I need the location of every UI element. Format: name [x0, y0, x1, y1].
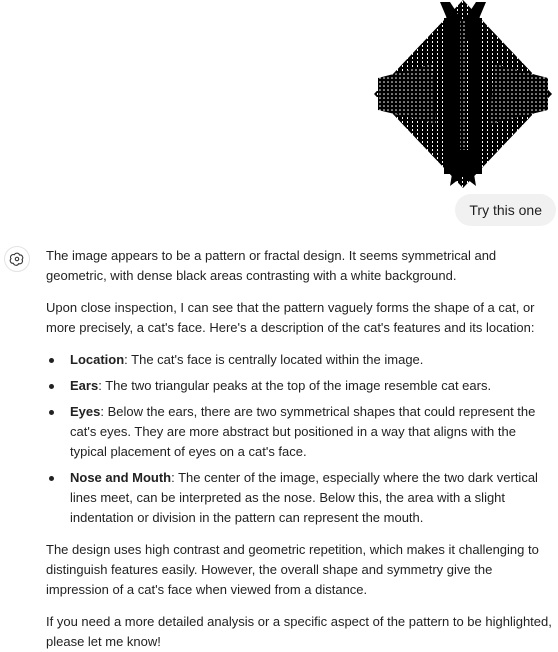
- response-design-note: The design uses high contrast and geometric repetition, which makes it challenging to distinguish features easily. However, the overall shape and symmetry give the impression of a cat's face when viewed from a distance.: [46, 542, 539, 597]
- fractal-pattern-svg: [374, 0, 552, 188]
- response-closing: If you need a more detailed analysis or a specific aspect of the pattern to be highlighted, please let me know!: [46, 614, 552, 649]
- feature-term: Ears: [70, 378, 99, 393]
- pattern-left-eye: [378, 64, 436, 124]
- feature-list: [46, 350, 556, 528]
- feature-text: : Below the ears, there are two symmetrical shapes that could represent the cat's eyes. They are more abstract but positioned in a way that aligns with the typical placement of eyes on a cat's face.: [70, 404, 536, 459]
- user-message: [0, 0, 558, 232]
- list-item: [46, 376, 556, 396]
- assistant-response: [46, 240, 556, 652]
- feature-term: Eyes: [70, 404, 101, 419]
- list-item: [46, 402, 556, 462]
- bullet-icon: [49, 476, 54, 481]
- pattern-center-right-band: [468, 18, 482, 174]
- feature-text: : The center of the image, especially where the two dark vertical lines meet, can be interpreted as the nose. Below this, the area with a slight indentation or division in the pattern can represent the mouth.: [70, 470, 538, 525]
- pattern-center-left-band: [444, 18, 458, 174]
- feature-text: : The cat's face is centrally located within the image.: [124, 352, 424, 367]
- feature-term: Nose and Mouth: [70, 470, 172, 485]
- response-inspection: Upon close inspection, I can see that the pattern vaguely forms the shape of a cat, or more precisely, a cat's face. Here's a description of the cat's features and its location:: [46, 300, 535, 335]
- bullet-icon: [49, 384, 54, 389]
- list-item: [46, 468, 556, 528]
- fractal-cat-pattern-image[interactable]: [374, 0, 552, 188]
- list-item: [46, 350, 556, 370]
- pattern-right-eye: [490, 64, 548, 124]
- bullet-icon: [49, 410, 54, 415]
- feature-text: : The two triangular peaks at the top of the image resemble cat ears.: [98, 378, 492, 393]
- bullet-icon: [49, 358, 54, 363]
- chatgpt-logo-icon: [4, 246, 30, 272]
- response-intro: The image appears to be a pattern or fractal design. It seems symmetrical and geometric, with dense black areas contrasting with a white background.: [46, 248, 497, 283]
- feature-term: Location: [70, 352, 125, 367]
- user-message-bubble: Try this one: [455, 194, 556, 226]
- pattern-center-seam: [460, 20, 466, 172]
